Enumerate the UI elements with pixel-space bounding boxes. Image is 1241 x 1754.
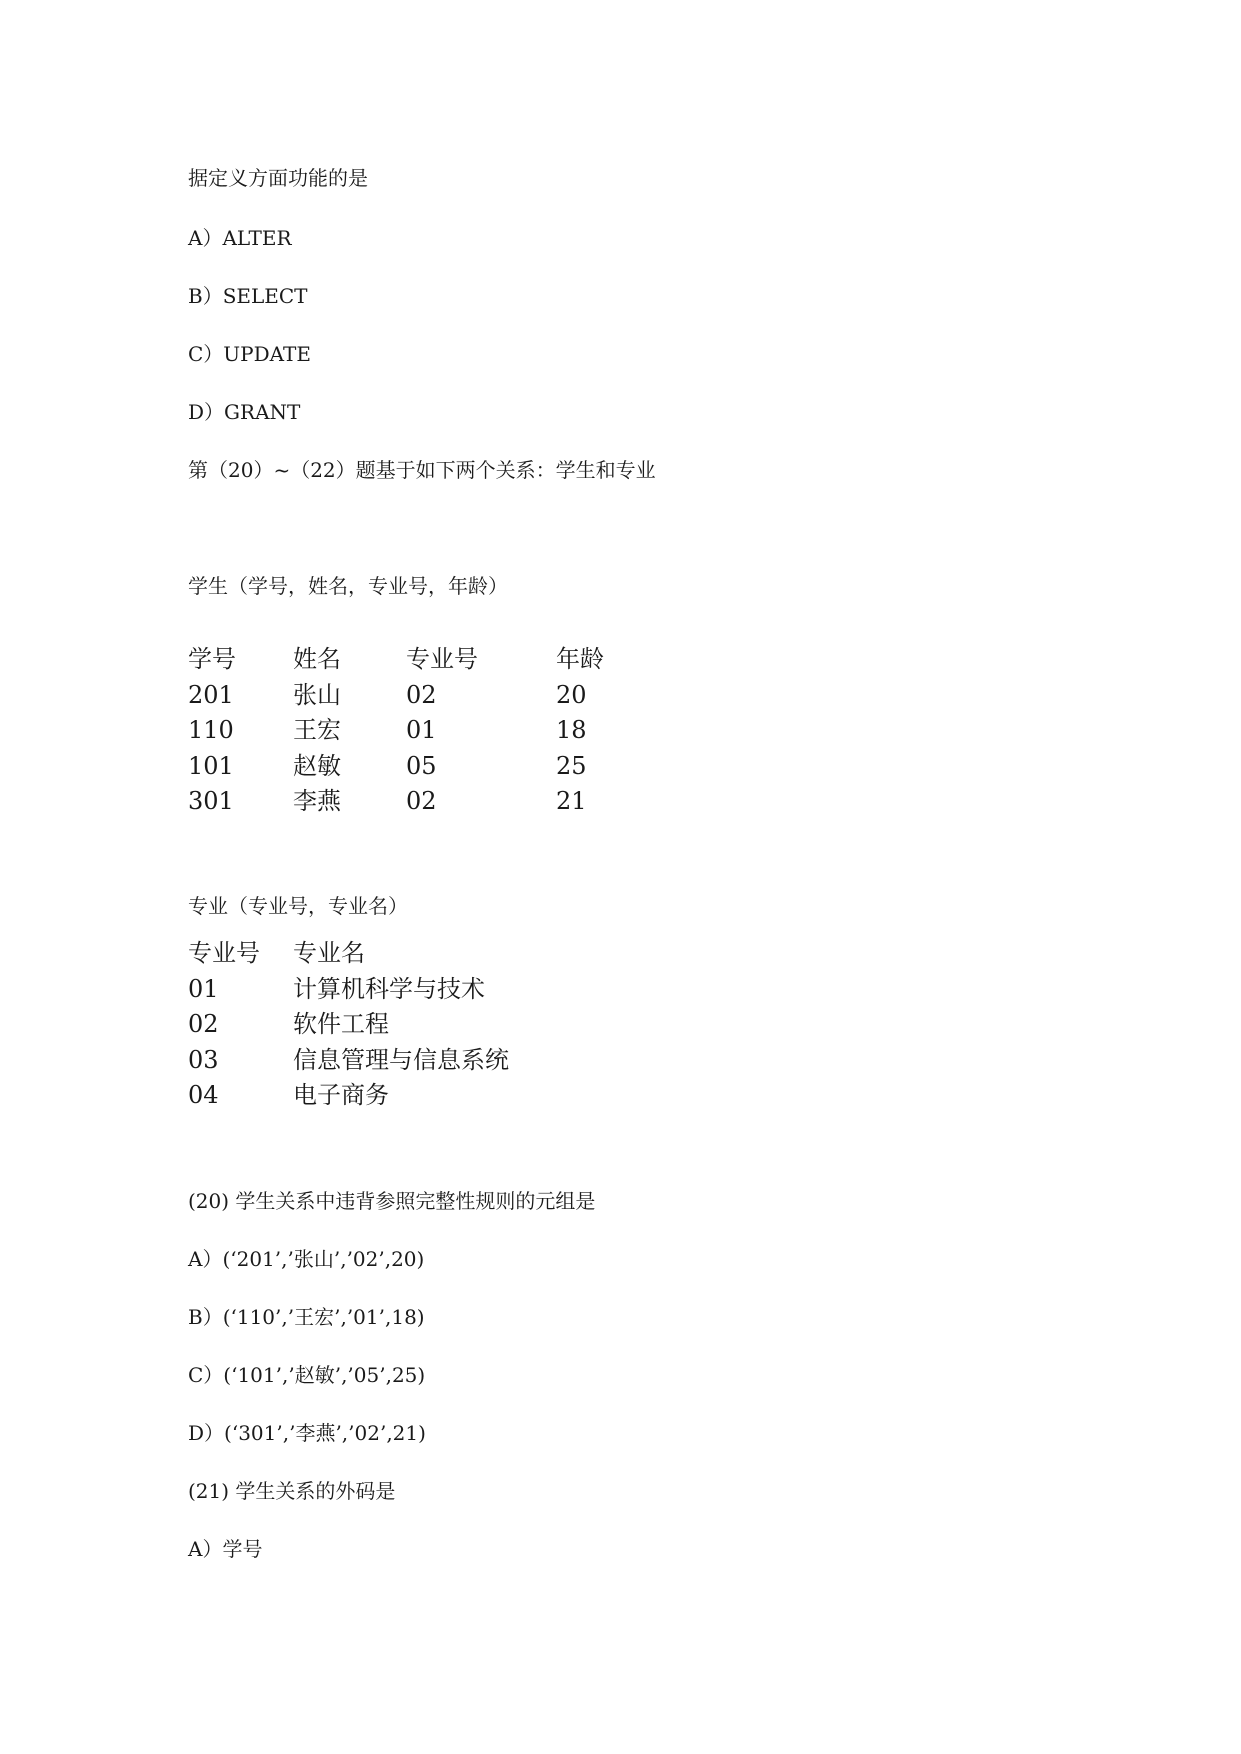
- q19-option-c: C）UPDATE: [188, 342, 311, 366]
- q21-option-a: A）学号: [188, 1537, 263, 1561]
- q19-option-b: B）SELECT: [188, 284, 308, 308]
- q20-option-b: B）(‘110’,’王宏’,’01’,18): [188, 1305, 425, 1329]
- table-cell: 01: [188, 974, 219, 1003]
- table-cell: 软件工程: [293, 1010, 389, 1038]
- table-cell: 201: [188, 680, 234, 709]
- table-cell: 电子商务: [293, 1081, 389, 1109]
- question-21-stem: (21) 学生关系的外码是: [188, 1479, 396, 1503]
- table-cell: 20: [556, 680, 587, 709]
- column-header: 姓名: [293, 645, 341, 673]
- q20-option-d: D）(‘301’,’李燕’,’02’,21): [188, 1421, 426, 1445]
- table-cell: 02: [406, 787, 437, 815]
- question-19-stem-tail: 据定义方面功能的是: [188, 166, 368, 190]
- table-cell: 18: [556, 716, 587, 744]
- question-20-stem: (20) 学生关系中违背参照完整性规则的元组是: [188, 1189, 596, 1213]
- table-cell: 赵敏: [293, 751, 341, 780]
- table-cell: 101: [188, 751, 234, 780]
- intro-text: 第（20）~（22）题基于如下两个关系：学生和专业: [188, 458, 656, 482]
- table-cell: 25: [556, 751, 587, 780]
- table-cell: 301: [188, 787, 234, 815]
- table-cell: 张山: [293, 680, 341, 709]
- table-cell: 信息管理与信息系统: [293, 1045, 509, 1074]
- column-header: 专业号: [188, 939, 260, 967]
- q20-option-a: A）(‘201’,’张山’,’02’,20): [188, 1247, 425, 1271]
- column-header: 专业名: [293, 939, 365, 967]
- table-cell: 李燕: [293, 787, 341, 815]
- column-header: 学号: [188, 645, 236, 673]
- table-cell: 王宏: [293, 716, 341, 744]
- table-cell: 110: [188, 716, 234, 744]
- q20-option-c: C）(‘101’,’赵敏’,’05’,25): [188, 1363, 426, 1387]
- column-header: 年龄: [556, 645, 604, 673]
- table-cell: 21: [556, 787, 587, 815]
- table-cell: 计算机科学与技术: [293, 974, 485, 1003]
- q19-option-a: A）ALTER: [188, 226, 292, 250]
- table-cell: 04: [188, 1081, 219, 1109]
- table-cell: 01: [406, 716, 437, 744]
- major-schema: 专业（专业号，专业名）: [188, 894, 408, 918]
- table-cell: 03: [188, 1045, 219, 1074]
- table-cell: 02: [406, 680, 437, 709]
- table-cell: 05: [406, 751, 437, 780]
- q19-option-d: D）GRANT: [188, 400, 301, 424]
- column-header: 专业号: [406, 645, 478, 673]
- student-schema: 学生（学号，姓名，专业号，年龄）: [188, 574, 508, 598]
- table-cell: 02: [188, 1010, 219, 1038]
